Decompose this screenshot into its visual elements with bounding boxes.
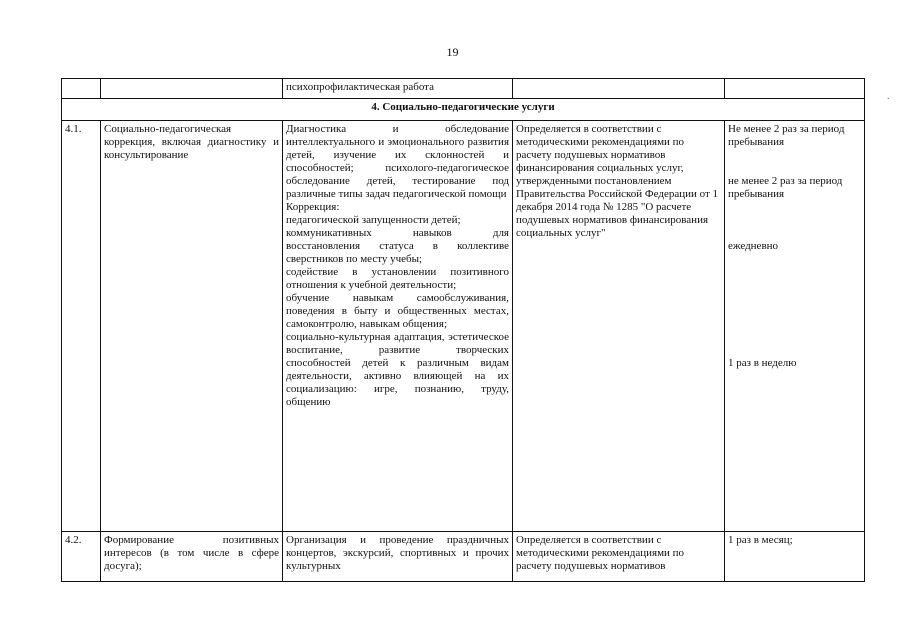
- freq-item: 1 раз в месяц;: [728, 534, 793, 546]
- table-row: [62, 532, 865, 582]
- cell-content: психопрофилактическая работа: [283, 79, 513, 99]
- cell-norm: Определяется в соответствии с методическими рекомендациями по расчету подушевых нормативов финансирования социальных услуг, утвержденными постановлением Правительства Российской Федерации от 1 декабря 2014 года № 1285 "О расчете подушевых нормативов финансирования социальных услуг": [513, 121, 725, 532]
- services-table: [61, 78, 865, 582]
- cell-content: Диагностика и обследование интеллектуального и эмоционального развития детей, изучение их склонностей и способностей; психолого-педагогическое обследование детей, тестирование под различные типы задач педагогической помощи Коррекция: педагогической запущенности детей; коммуникативных навыков для восстановления статуса в коллективе сверстников по месту учебы; содействие в установлении позитивного отношения к учебной деятельности; обучение навыкам самообслуживания, поведения в быту и общественных местах, самоконтролю, навыкам общения; социально-культурная адаптация, эстетическое воспитание, развитие творческих способностей детей к различным видам деятельности, активно влияющей на их социализацию: игре, познанию, труду, общению: [283, 121, 513, 532]
- cell-name: Социально-педагогическая коррекция, включая диагностику и консультирование: [101, 121, 283, 532]
- margin-mark: .: [887, 91, 890, 102]
- section-title: 4. Социально-педагогические услуги: [62, 99, 865, 121]
- cell-freq: [725, 121, 865, 532]
- cell-freq: [725, 532, 865, 582]
- cell-name: Формирование позитивных интересов (в том числе в сфере досуга);: [101, 532, 283, 582]
- section-header-row: [62, 99, 865, 121]
- table-row: [62, 121, 865, 532]
- cell-norm: [513, 79, 725, 99]
- freq-item: 1 раз в неделю: [728, 357, 797, 369]
- cell-num: [62, 79, 101, 99]
- cell-norm: Определяется в соответствии с методическими рекомендациями по расчету подушевых нормативов: [513, 532, 725, 582]
- cell-name: [101, 79, 283, 99]
- cell-num: 4.2.: [62, 532, 101, 582]
- page-number: 19: [446, 45, 459, 59]
- table-row: [62, 79, 865, 99]
- cell-num: 4.1.: [62, 121, 101, 532]
- freq-item: не менее 2 раз за период пребывания: [728, 175, 843, 200]
- freq-item: ежедневно: [728, 240, 779, 252]
- freq-item: Не менее 2 раз за период пребывания: [728, 123, 845, 148]
- cell-content: Организация и проведение праздничных концертов, экскурсий, спортивных и прочих культурных: [283, 532, 513, 582]
- cell-freq: [725, 79, 865, 99]
